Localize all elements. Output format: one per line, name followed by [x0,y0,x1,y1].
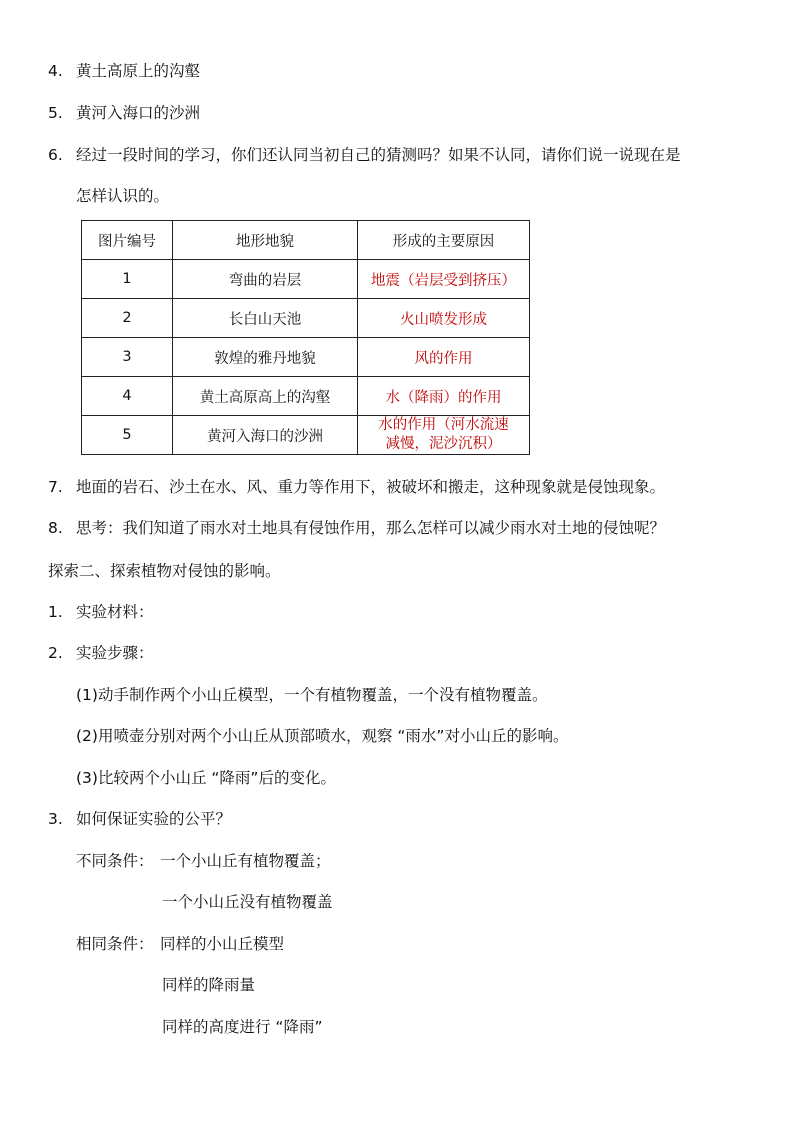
cell-landform: 黄土高原高上的沟壑 [173,377,358,416]
step-2: (2)用喷壶分别对两个小山丘从顶部喷水，观察 “雨水”对小山丘的影响。 [76,727,569,745]
header-main-reason: 形成的主要原因 [358,221,530,260]
different-condition-1: 一个小山丘有植物覆盖； [160,852,331,870]
cell-reason: 水（降雨）的作用 [358,377,530,416]
cell-id: 5 [82,416,173,455]
item-7-text: 地面的岩石、沙土在水、风、重力等作用下，被破坏和搬走，这种现象就是侵蚀现象。 [76,478,666,496]
header-image-number: 图片编号 [82,221,173,260]
cell-id: 3 [82,338,173,377]
same-condition-2: 同样的降雨量 [162,976,256,994]
s2-item-2-number: 2. [48,644,63,662]
item-6-line1: 经过一段时间的学习，你们还认同当初自己的猜测吗？如果不认同，请你们说一说现在是 [76,146,681,164]
cell-reason: 火山喷发形成 [358,299,530,338]
header-landform: 地形地貌 [173,221,358,260]
item-7-number: 7. [48,478,63,496]
section-2-title: 探索二、探索植物对侵蚀的影响。 [48,562,281,580]
same-conditions-label: 相同条件： [76,935,154,953]
item-5-text: 黄河入海口的沙洲 [76,104,201,122]
item-6-number: 6. [48,146,63,164]
s2-item-1-text: 实验材料： [76,603,154,621]
cell-landform: 长白山天池 [173,299,358,338]
cell-reason: 地震（岩层受到挤压） [358,260,530,299]
step-1: (1)动手制作两个小山丘模型，一个有植物覆盖，一个没有植物覆盖。 [76,686,548,704]
item-6-line2: 怎样认识的。 [76,187,170,205]
cell-reason-line1: 水的作用（河水流速 [378,417,509,433]
table-row [82,377,530,416]
item-4-text: 黄土高原上的沟壑 [76,62,201,80]
cell-id: 1 [82,260,173,299]
table-row [82,260,530,299]
step-3: (3)比较两个小山丘 “降雨”后的变化。 [76,769,336,787]
same-condition-3: 同样的高度进行 “降雨” [162,1018,323,1036]
different-conditions-label: 不同条件： [76,852,154,870]
item-4-number: 4. [48,62,63,80]
cell-landform: 弯曲的岩层 [173,260,358,299]
item-8-text: 思考：我们知道了雨水对土地具有侵蚀作用，那么怎样可以减少雨水对土地的侵蚀呢？ [76,519,666,537]
cell-landform: 黄河入海口的沙洲 [173,416,358,455]
cell-reason: 风的作用 [358,338,530,377]
item-5-number: 5. [48,104,63,122]
s2-item-3-text: 如何保证实验的公平？ [76,810,232,828]
item-8-number: 8. [48,519,63,537]
cell-reason [358,416,530,455]
landform-table [81,220,530,455]
cell-id: 2 [82,299,173,338]
cell-reason-line2: 减慢，泥沙沉积） [385,436,502,452]
s2-item-2-text: 实验步骤： [76,644,154,662]
cell-id: 4 [82,377,173,416]
table-header-row [82,221,530,260]
different-condition-2: 一个小山丘没有植物覆盖 [162,893,333,911]
table-row [82,416,530,455]
table-row [82,338,530,377]
s2-item-3-number: 3. [48,810,63,828]
same-condition-1: 同样的小山丘模型 [160,935,285,953]
cell-landform: 敦煌的雅丹地貌 [173,338,358,377]
s2-item-1-number: 1. [48,603,63,621]
table-row [82,299,530,338]
